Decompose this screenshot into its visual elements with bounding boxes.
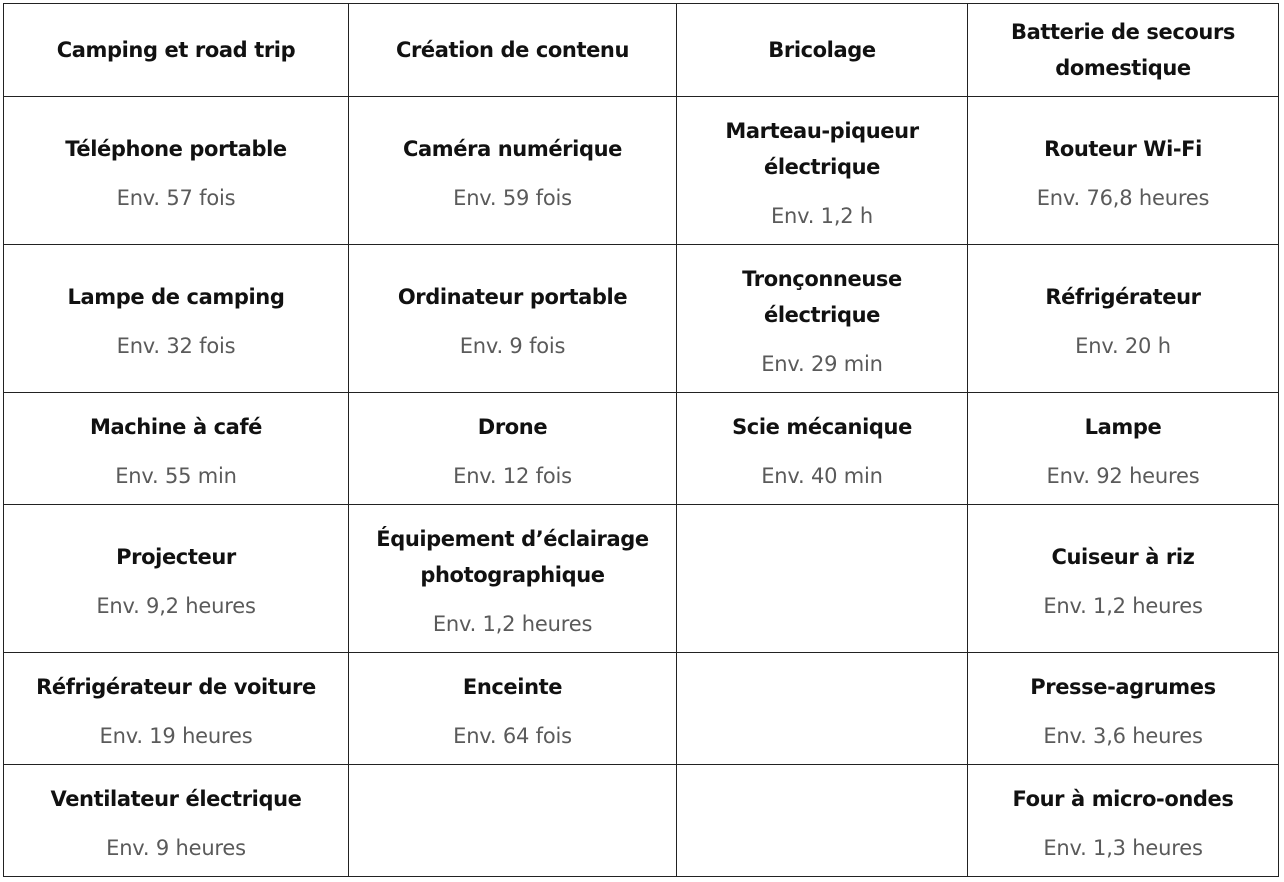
table-cell xyxy=(968,653,1279,765)
device-value: Env. 9,2 heures xyxy=(96,593,256,618)
device-name: Lampe xyxy=(1084,414,1162,439)
device-value: Env. 12 fois xyxy=(453,463,572,488)
device-value: Env. 3,6 heures xyxy=(1043,723,1203,748)
device-value: Env. 9 heures xyxy=(106,835,246,860)
device-name: Lampe de camping xyxy=(67,284,285,309)
table-cell xyxy=(968,245,1279,393)
table-row xyxy=(4,505,1279,653)
device-name: Routeur Wi-Fi xyxy=(1044,136,1202,161)
table-cell xyxy=(4,505,349,653)
device-value: Env. 20 h xyxy=(1075,333,1171,358)
header-creation: Création de contenu xyxy=(349,4,677,97)
device-value: Env. 1,2 heures xyxy=(1043,593,1203,618)
device-name: Tronçonneuse électrique xyxy=(742,266,902,327)
device-value: Env. 64 fois xyxy=(453,723,572,748)
table-cell xyxy=(4,393,349,505)
device-value: Env. 1,2 h xyxy=(770,203,874,228)
device-value: Env. 76,8 heures xyxy=(1036,185,1210,210)
table-cell-empty xyxy=(677,765,968,877)
table-cell xyxy=(968,393,1279,505)
device-value: Env. 29 min xyxy=(761,351,883,376)
table-cell xyxy=(968,97,1279,245)
table-cell xyxy=(349,245,677,393)
table-row xyxy=(4,97,1279,245)
device-value: Env. 9 fois xyxy=(459,333,566,358)
device-value: Env. 1,2 heures xyxy=(432,611,593,636)
device-value: Env. 1,3 heures xyxy=(1043,835,1203,860)
table-cell xyxy=(349,653,677,765)
header-camping: Camping et road trip xyxy=(4,4,349,97)
device-value: Env. 59 fois xyxy=(453,185,572,210)
table-row xyxy=(4,245,1279,393)
device-name: Téléphone portable xyxy=(65,136,287,161)
device-name: Four à micro-ondes xyxy=(1012,786,1234,811)
table-cell-empty xyxy=(349,765,677,877)
table-cell xyxy=(677,245,968,393)
device-name: Projecteur xyxy=(116,544,236,569)
device-name: Ordinateur portable xyxy=(397,284,628,309)
device-name: Enceinte xyxy=(462,674,563,699)
table-cell xyxy=(968,765,1279,877)
device-name: Drone xyxy=(477,414,548,439)
table-cell-empty xyxy=(677,505,968,653)
device-name: Presse-agrumes xyxy=(1030,674,1216,699)
table-row xyxy=(4,765,1279,877)
table-header-row xyxy=(4,4,1279,97)
device-value: Env. 57 fois xyxy=(116,185,236,210)
header-bricolage: Bricolage xyxy=(677,4,968,97)
device-name: Marteau-piqueur électrique xyxy=(725,118,919,179)
device-value: Env. 19 heures xyxy=(99,723,253,748)
device-value: Env. 40 min xyxy=(761,463,883,488)
table-cell xyxy=(349,393,677,505)
table-cell xyxy=(4,97,349,245)
device-name: Réfrigérateur de voiture xyxy=(36,674,316,699)
table-cell-empty xyxy=(677,653,968,765)
device-name: Réfrigérateur xyxy=(1045,284,1201,309)
table-row xyxy=(4,393,1279,505)
device-name: Machine à café xyxy=(89,414,263,439)
table-cell xyxy=(4,245,349,393)
table-cell xyxy=(4,653,349,765)
device-name: Ventilateur électrique xyxy=(50,786,302,811)
device-name: Caméra numérique xyxy=(403,136,622,161)
table-cell xyxy=(349,97,677,245)
device-value: Env. 55 min xyxy=(115,463,237,488)
device-name: Cuiseur à riz xyxy=(1051,544,1195,569)
table-cell xyxy=(349,505,677,653)
table-cell xyxy=(4,765,349,877)
table-cell xyxy=(677,393,968,505)
device-value: Env. 32 fois xyxy=(116,333,236,358)
table-cell xyxy=(677,97,968,245)
header-batterie: Batterie de secours domestique xyxy=(968,4,1279,97)
device-name: Scie mécanique xyxy=(732,414,912,439)
device-value: Env. 92 heures xyxy=(1046,463,1200,488)
usage-table xyxy=(3,3,1279,877)
table-row xyxy=(4,653,1279,765)
table-cell xyxy=(968,505,1279,653)
device-name: Équipement d’éclairage photographique xyxy=(376,526,649,587)
